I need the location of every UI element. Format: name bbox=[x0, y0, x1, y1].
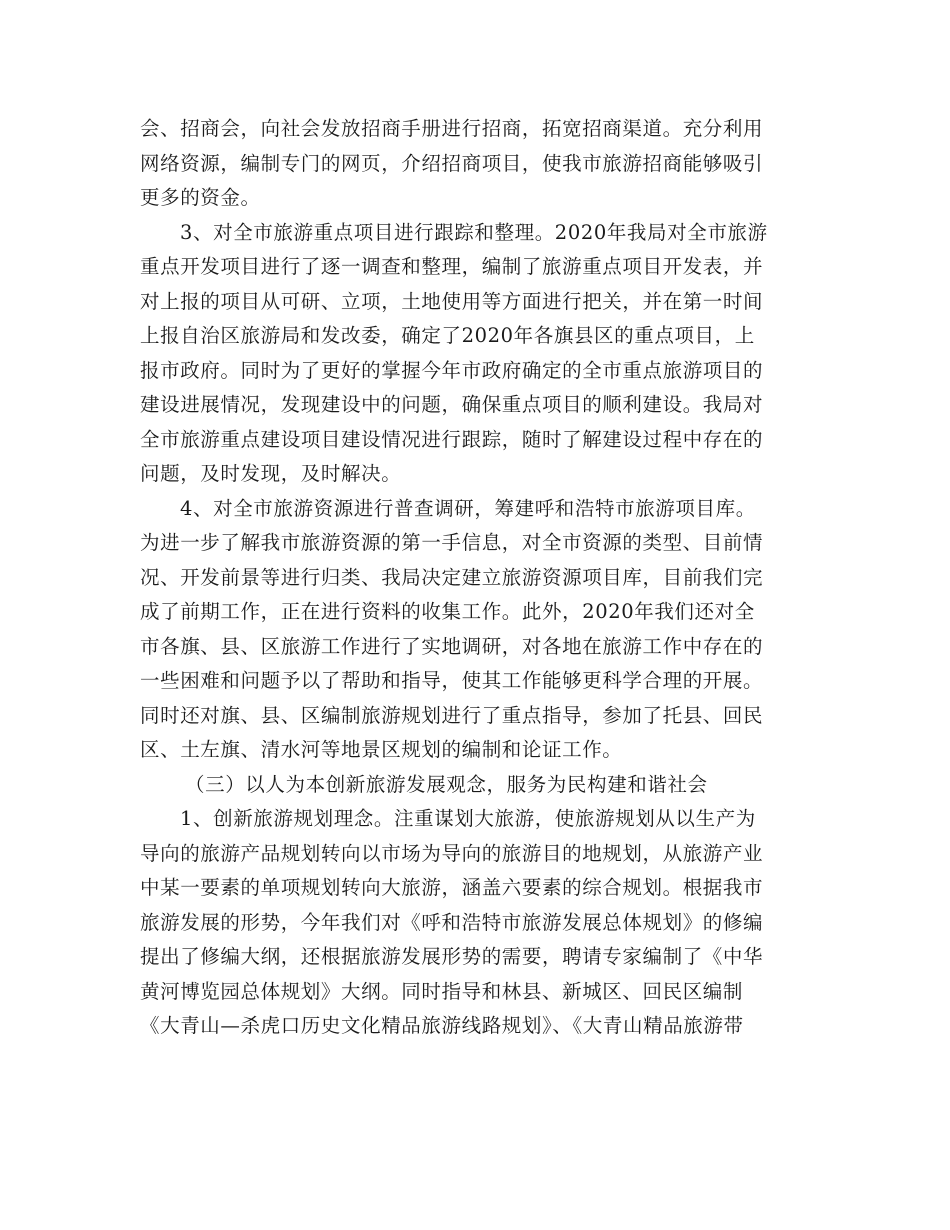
paragraph-line: 重点开发项目进行了逐一调查和整理，编制了旅游重点项目开发表，并 bbox=[140, 255, 764, 278]
section-heading: （三）以人为本创新旅游发展观念，服务为民构建和谐社会 bbox=[185, 773, 708, 796]
paragraph-line: 问题，及时发现，及时解决。 bbox=[140, 462, 402, 485]
paragraph-line: 会、招商会，向社会发放招商手册进行招商，拓宽招商渠道。充分利用 bbox=[140, 117, 764, 140]
paragraph-line: 况、开发前景等进行归类、我局决定建立旅游资源项目库，目前我们完 bbox=[140, 566, 764, 589]
paragraph-line: 建设进展情况，发现建设中的问题，确保重点项目的顺利建设。我局对 bbox=[140, 393, 764, 416]
paragraph-line: 中某一要素的单项规划转向大旅游，涵盖六要素的综合规划。根据我市 bbox=[140, 876, 764, 899]
paragraph-line: 上报自治区旅游局和发改委，确定了2020年各旗县区的重点项目，上 bbox=[140, 324, 755, 347]
paragraph-line: 为进一步了解我市旅游资源的第一手信息，对全市资源的类型、目前情 bbox=[140, 531, 764, 554]
paragraph-line: 区、土左旗、清水河等地景区规划的编制和论证工作。 bbox=[140, 738, 623, 761]
paragraph-line: 3、对全市旅游重点项目进行跟踪和整理。2020年我局对全市旅游 bbox=[180, 221, 768, 244]
paragraph-line: 报市政府。同时为了更好的掌握今年市政府确定的全市重点旅游项目的 bbox=[140, 359, 764, 382]
paragraph-line: 对上报的项目从可研、立项，土地使用等方面进行把关，并在第一时间 bbox=[140, 290, 764, 313]
paragraph-line: 同时还对旗、县、区编制旅游规划进行了重点指导，参加了托县、回民 bbox=[140, 704, 764, 727]
paragraph-line: 成了前期工作，正在进行资料的收集工作。此外，2020年我们还对全 bbox=[140, 600, 755, 623]
paragraph-line: 黄河博览园总体规划》大纲。同时指导和林县、新城区、回民区编制 bbox=[140, 980, 744, 1003]
paragraph-line: 全市旅游重点建设项目建设情况进行跟踪，随时了解建设过程中存在的 bbox=[140, 428, 764, 451]
paragraph-line: 旅游发展的形势，今年我们对《呼和浩特市旅游发展总体规划》的修编 bbox=[140, 911, 764, 934]
paragraph-line: 市各旗、县、区旅游工作进行了实地调研，对各地在旅游工作中存在的 bbox=[140, 635, 764, 658]
paragraph-line: 《大青山—杀虎口历史文化精品旅游线路规划》、《大青山精品旅游带 bbox=[140, 1014, 744, 1037]
paragraph-line: 4、对全市旅游资源进行普查调研，筹建呼和浩特市旅游项目库。 bbox=[180, 497, 756, 520]
paragraph-line: 网络资源，编制专门的网页，介绍招商项目，使我市旅游招商能够吸引 bbox=[140, 152, 764, 175]
paragraph-line: 导向的旅游产品规划转向以市场为导向的旅游目的地规划，从旅游产业 bbox=[140, 842, 764, 865]
paragraph-line: 更多的资金。 bbox=[140, 186, 261, 209]
paragraph-line: 1、创新旅游规划理念。注重谋划大旅游，使旅游规划从以生产为 bbox=[180, 807, 756, 830]
paragraph-line: 一些困难和问题予以了帮助和指导，使其工作能够更科学合理的开展。 bbox=[140, 669, 764, 692]
paragraph-line: 提出了修编大纲，还根据旅游发展形势的需要，聘请专家编制了《中华 bbox=[140, 945, 764, 968]
